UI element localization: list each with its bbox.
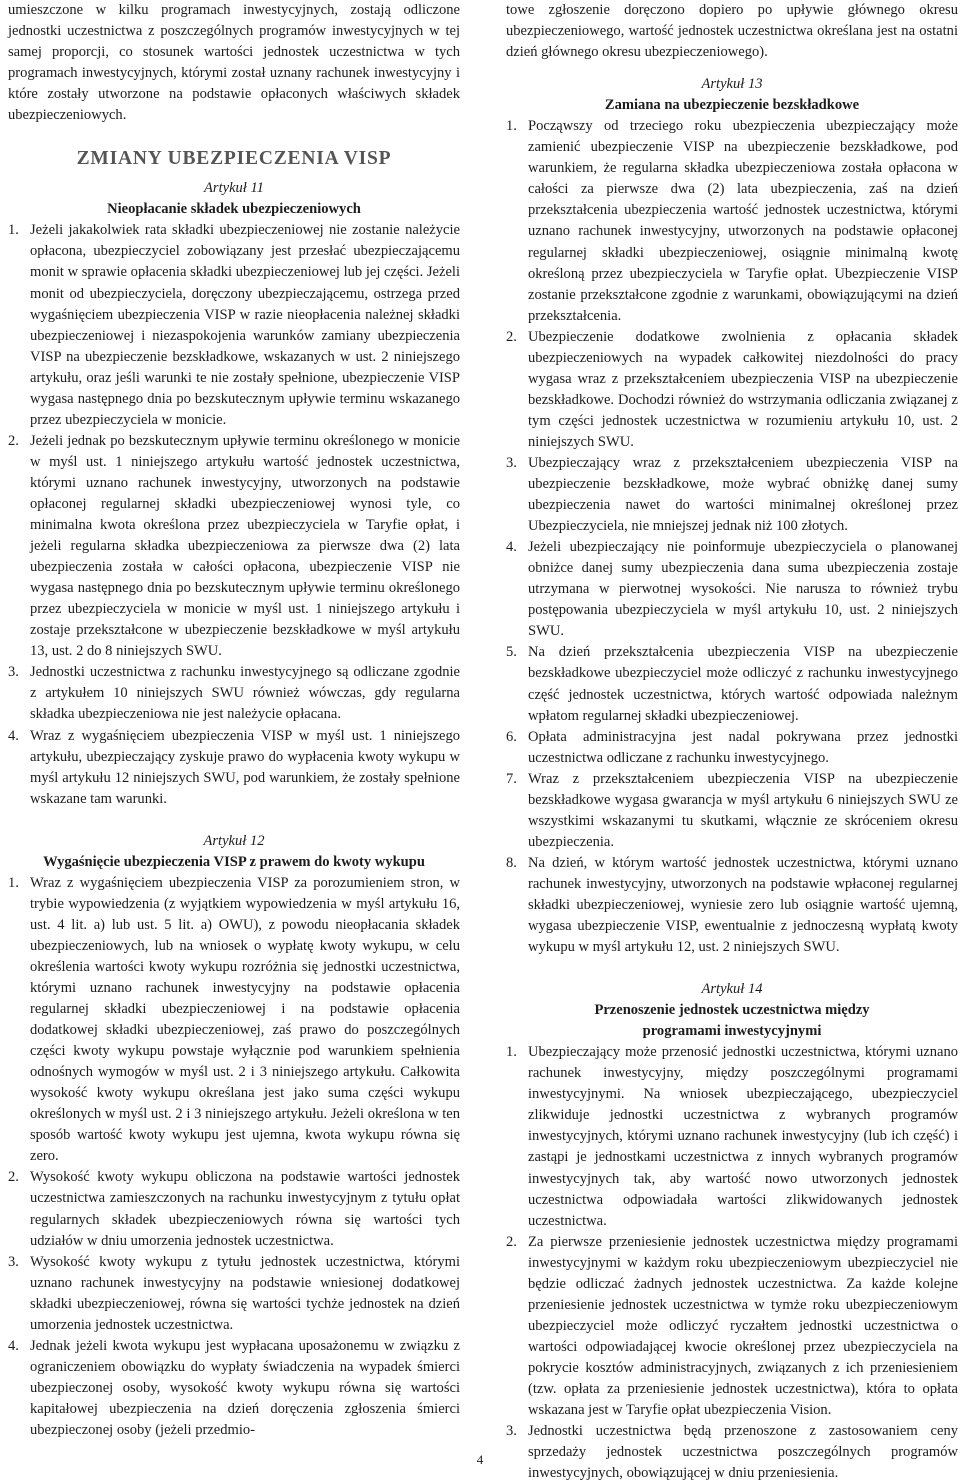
- list-item: 3. Jednostki uczestnictwa będą przenoszone z zastosowaniem ceny sprzedaży jednostek uczestnictwa poszczególnych programów inwestycyjnych, obowiązującej w dniu przeniesienia.: [506, 1423, 958, 1482]
- continued-paragraph: towe zgłoszenie doręczono dopiero po upływie głównego okresu ubezpieczeniowego, wartość jednostek uczestnictwa określana jest na ostatni dzień głównego okresu ubezpieczeniowego).: [506, 2, 958, 61]
- list-item: 1. Jeżeli jakakolwiek rata składki ubezpieczeniowej nie zostanie należycie opłacona, ubezpieczyciel zobowiązany jest przesłać ubezpieczającemu monit w sprawie opłacenia składki ubezpieczeniowej lub jej części. Jeżeli monit od ubezpieczyciela, doręczony ubezpieczającemu, ostrzega przed wygaśnięciem ubezpieczenia VISP w razie nieopłacenia należnej składki ubezpieczeniowej i niezaspokojenia warunków zamiany ubezpieczenia VISP na ubezpieczenie bezskładkowe, wskazanych w ust. 2 niniejszego artykułu, oraz jeśli warunki te nie zostały spełnione, ubezpieczenie VISP wygasa następnego dnia po bezskutecznym upływie terminu wskazanego przez ubezpieczyciela w monicie.: [8, 222, 460, 428]
- article-12-title: Wygaśnięcie ubezpieczenia VISP z prawem do kwoty wykupu: [43, 853, 425, 870]
- list-item: 4. Wraz z wygaśnięciem ubezpieczenia VISP w myśl ust. 1 niniejszego artykułu, ubezpieczający zyskuje prawo do wypłacenia kwoty wykupu w myśl artykułu 12 niniejszych SWU, pod warunkiem, że zostały spełnione wskazane tam warunki.: [8, 727, 460, 807]
- left-column: [8, 0, 460, 1441]
- article-13-list: [506, 116, 958, 958]
- section-heading: ZMIANY UBEZPIECZENIA VISP: [76, 148, 392, 170]
- right-column: [506, 0, 958, 1484]
- list-item: 7. Wraz z przekształceniem ubezpieczenia VISP na ubezpieczenie bezskładkowe wygasa gwarancja w myśl artykułu 6 niniejszych SWU ze wszystkimi wskazanymi tu skutkami, włącznie ze skróceniem okresu ubezpieczenia.: [506, 770, 958, 850]
- list-item: 1. Ubezpieczający może przenosić jednostki uczestnictwa, którymi uznano rachunek inwestycyjny, między poszczególnymi programami inwestycyjnymi. Na wniosek ubezpieczającego, ubezpieczyciel zlikwiduje jednostki uczestnictwa z wybranych programów inwestycyjnych, którymi uznano rachunek inwestycyjny (lub ich część) i zastąpi je jednostkami uczestnictwa z innych wybranych programów inwestycyjnych tak, aby wartość nowo utworzonych jednostek uczestnictwa odpowiadała wartości zlikwidowanych jednostek uczestnictwa.: [506, 1044, 958, 1229]
- list-item: 2. Jeżeli jednak po bezskutecznym upływie terminu określonego w monicie w myśl ust. 1 niniejszego artykułu wartość jednostek uczestnictwa, którymi uznano rachunek inwestycyjny, utworzonych na podstawie opłaconej regularnej składki ubezpieczeniowej wynosi tyle, co minimalna kwota określona przez ubezpieczyciela w Taryfie opłat, i jeżeli regularna składka ubezpieczeniowa za pierwsze dwa (2) lata ubezpieczenia została w całości opłacona, ubezpieczenie VISP nie wygasa następnego dnia po bezskutecznym upływie terminu określonego przez ubezpieczyciela w monicie w myśl ust. 1 niniejszego artykułu i zostaje przekształcone w ubezpieczenie bezskładkowe w myśl artykułu 13, ust. 2 do 8 niniejszych SWU.: [8, 432, 460, 660]
- article-11-label: Artykuł 11: [204, 180, 264, 197]
- article-12-list: [8, 873, 460, 1441]
- article-13-label: Artykuł 13: [701, 76, 763, 93]
- page-number: 4: [476, 1452, 484, 1467]
- list-item: 1. Wraz z wygaśnięciem ubezpieczenia VISP za porozumieniem stron, w trybie wypowiedzenia (z wyjątkiem wypowiedzenia w myśl artykułu 16, ust. 4 lit. a) lub ust. 5 lit. a) OWU), z powodu nieopłacania składek ubezpieczeniowych, lub na wniosek o wypłatę kwoty wykupu, w celu określenia wartości kwoty wykupu rozróżnia się jednostki uczestnictwa, którymi uznano rachunek inwestycyjny na podstawie opłacenia regularnej składki ubezpieczeniowej i na podstawie opłacenia dodatkowej składki ubezpieczeniowej, zaś prawo do poszczególnych części kwoty wykupu powstaje wyłącznie pod warunkiem spełnienia odnośnych wymogów w myśl ust. 2 i 3 niniejszego artykułu. Całkowita wysokość kwoty wykupu określana jest jako suma części wykupu określonych w myśl ust. 2 i 3 niniejszego artykułu. Jeżeli określona w ten sposób wartość kwoty wykupu jest ujemna, kwota wykupu równa się zero.: [8, 874, 460, 1165]
- list-item: 3. Jednostki uczestnictwa z rachunku inwestycyjnego są odliczane zgodnie z artykułem 10 niniejszych SWU również wówczas, gdy regularna składka ubezpieczeniowa nie jest należycie opłacana.: [8, 664, 460, 723]
- list-item: 3. Wysokość kwoty wykupu z tytułu jednostek uczestnictwa, którymi uznano rachunek inwestycyjny na podstawie wniesionej dodatkowej składki ubezpieczeniowej, równa się wartości tychże jednostek na dzień umorzenia jednostek uczestnictwa.: [8, 1253, 460, 1333]
- article-14-title-line2: programami inwestycyjnymi: [642, 1023, 822, 1040]
- list-item: 8. Na dzień, w którym wartość jednostek uczestnictwa, którymi uznano rachunek inwestycyjny, utworzonych na podstawie wpłaconej regularnej składki ubezpieczeniowej, wyniesie zero lub osiągnie wartość ujemną, wygasa ubezpieczenie VISP, ewentualnie z jednoczesną wypłatą kwoty wykupu w myśl artykułu 12, ust. 2 niniejszych SWU.: [506, 854, 958, 956]
- list-item: 6. Opłata administracyjna jest nadal pokrywana przez jednostki uczestnictwa odliczane z rachunku inwestycyjnego.: [506, 728, 958, 766]
- list-item: 2. Za pierwsze przeniesienie jednostek uczestnictwa między programami inwestycyjnymi w każdym roku ubezpieczeniowym ubezpieczyciel nie będzie odliczać żadnych jednostek uczestnictwa. Za każde kolejne przeniesienie jednostek uczestnictwa w tymże roku ubezpieczeniowym ubezpieczyciel może odliczyć ryczałtem jednostki uczestnictwa o wartości odpowiadającej kwocie określonej przez ubezpieczyciela na pokrycie kosztów administracyjnych, związanych z ich przeniesieniem (tzw. opłata za przeniesienie jednostek uczestnictwa), która to opłata wskazana jest w Taryfie opłat ubezpieczenia Vision.: [506, 1233, 958, 1419]
- article-14-label: Artykuł 14: [701, 981, 763, 998]
- list-item: 3. Ubezpieczający wraz z przekształceniem ubezpieczenia VISP na ubezpieczenie bezskładkowe, może wybrać obniżkę danej sumy ubezpieczenia nawet do wartości minimalnej określonej przez Ubezpieczyciela, nie mniejszej jednak niż 100 złotych.: [506, 454, 958, 535]
- list-item: 2. Ubezpieczenie dodatkowe zwolnienia z opłacania składek ubezpieczeniowych na wypadek całkowitej niezdolności do pracy wygasa wraz z przekształceniem ubezpieczenia VISP na ubezpieczenie bezskładkowe. Dochodzi również do wstrzymania odliczania związanej z tym części jednostek uczestnictwa w rozumieniu artykułu 10, ust. 2 niniejszych SWU.: [506, 328, 958, 450]
- article-13-title: Zamiana na ubezpieczenie bezskładkowe: [604, 97, 860, 114]
- article-12-label: Artykuł 12: [203, 832, 265, 849]
- list-item: 1. Począwszy od trzeciego roku ubezpieczenia ubezpieczający może zamienić ubezpieczenie VISP na ubezpieczenie bezskładkowe, pod warunkiem, że regularna składka ubezpieczeniowa została opłacona w całości za pierwsze dwa (2) lata ubezpieczenia, zaś na dzień przekształcenia ubezpieczenia wartość jednostek uczestnictwa, którymi uznano rachunek inwestycyjny, utworzonych na podstawie opłaconej regularnej składki ubezpieczeniowej, osiągnie minimalną kwotę określoną przez ubezpieczyciela w Taryfie opłat. Ubezpieczenie VISP zostanie przekształcone zgodnie z warunkami, obowiązującymi na dzień przekształcenia.: [506, 118, 958, 324]
- continued-paragraph: umieszczone w kilku programach inwestycyjnych, zostają odliczone jednostki uczestnictwa z poszczególnych programów inwestycyjnych w tej samej proporcji, co stosunek wartości jednostek uczestnictwa w tych programach inwestycyjnych, którymi został uznany rachunek inwestycyjny i które zostały utworzone na podstawie opłaconych właściwych składek ubezpieczeniowych.: [8, 2, 460, 124]
- list-item: 2. Wysokość kwoty wykupu obliczona na podstawie wartości jednostek uczestnictwa zamieszczonych na rachunku inwestycyjnym z tytułu opłat regularnych składek ubezpieczeniowych równa się wartości tych udziałów w dniu umorzenia jednostek uczestnictwa.: [8, 1169, 460, 1249]
- article-14-list: [506, 1042, 958, 1484]
- article-11-list: [8, 220, 460, 809]
- article-14-title-line1: Przenoszenie jednostek uczestnictwa między: [594, 1002, 870, 1019]
- list-item: 5. Na dzień przekształcenia ubezpieczenia VISP na ubezpieczenie bezskładkowe ubezpieczyciel może odliczyć z rachunku inwestycyjnego część jednostek uczestnictwa, których wartość odpowiada należnym wpłatom regularnej składki ubezpieczeniowej.: [506, 644, 958, 724]
- list-item: 4. Jednak jeżeli kwota wykupu jest wypłacana uposażonemu w związku z ograniczeniem obowiązku do wypłaty świadczenia na wypadek śmierci ubezpieczonej osoby, wysokość kwoty wykupu równa się wartości kapitałowej ubezpieczenia na dzień doręczenia zgłoszenia śmierci ubezpieczonej osoby (jeżeli przedmio-: [8, 1337, 460, 1438]
- list-item: 4. Jeżeli ubezpieczający nie poinformuje ubezpieczyciela o planowanej obniżce danej sumy ubezpieczenia dana suma ubezpieczenia zostaje utrzymana w pierwotnej wysokości. Nie narusza to również trybu postępowania ubezpieczyciela w myśl artykułu 10, ust. 2 niniejszych SWU.: [506, 539, 958, 640]
- article-11-title: Nieopłacanie składek ubezpieczeniowych: [107, 201, 361, 218]
